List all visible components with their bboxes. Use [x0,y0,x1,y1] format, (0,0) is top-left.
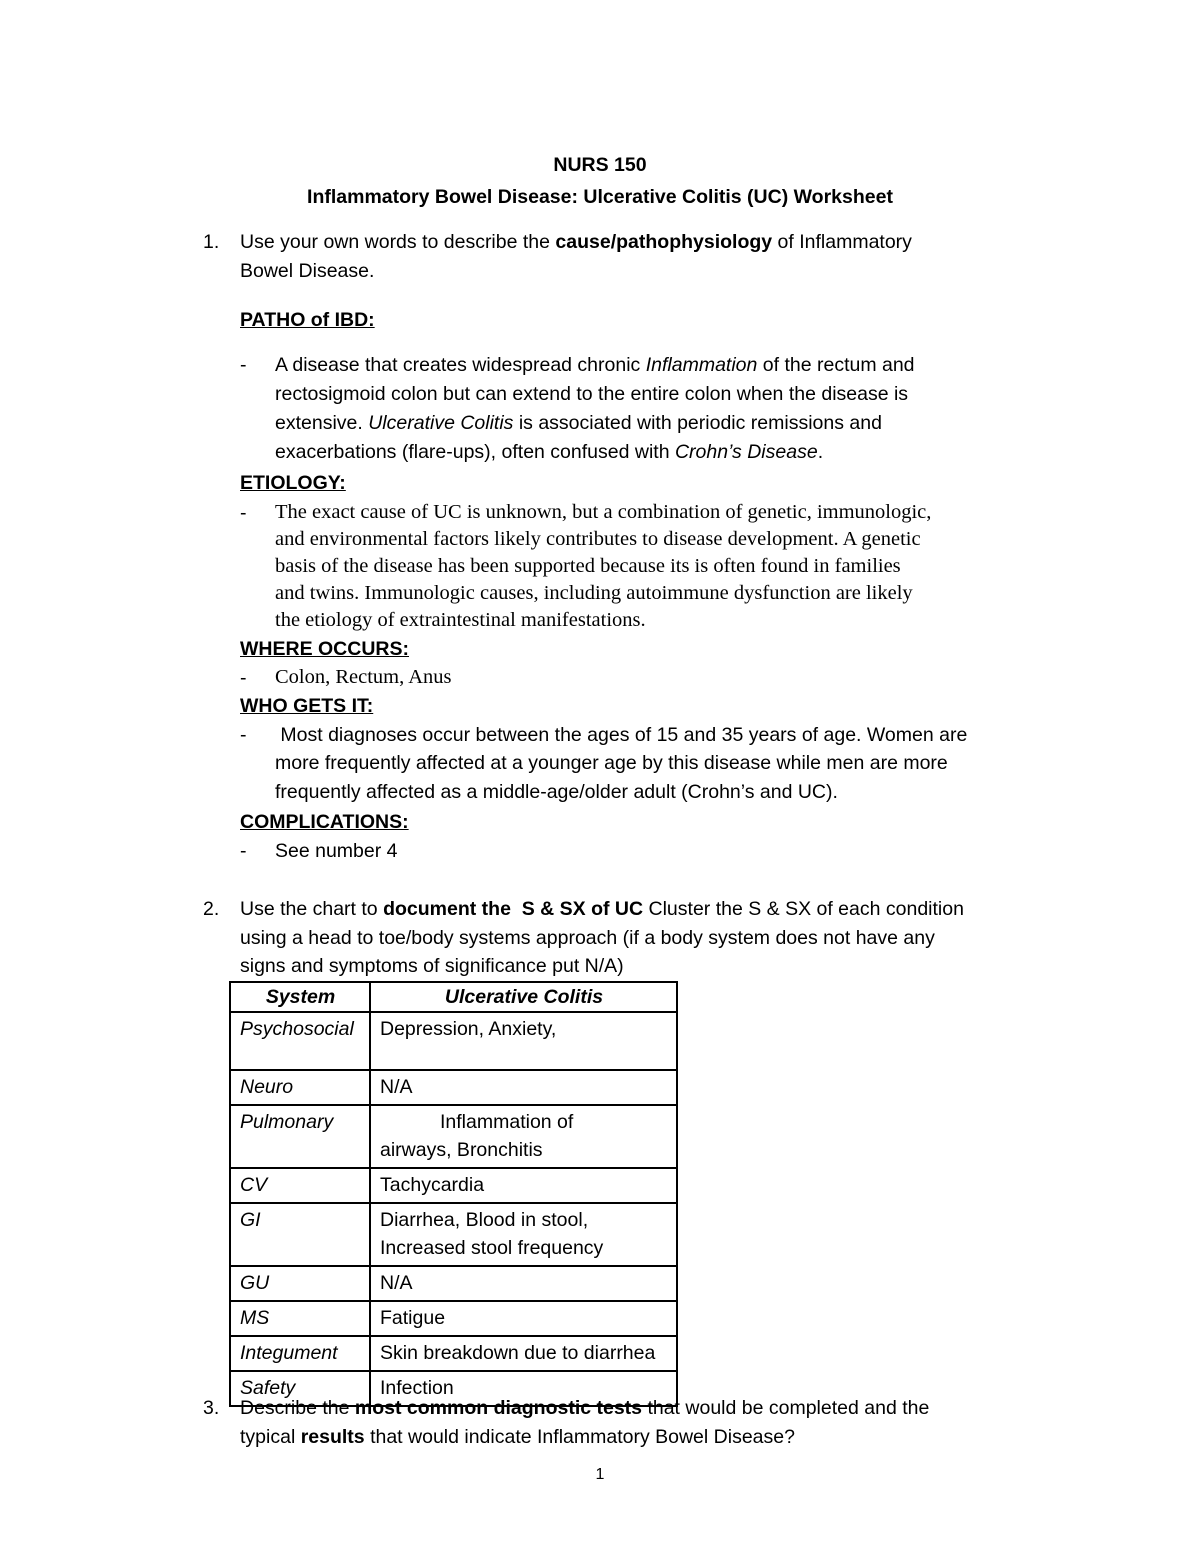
q2-line-2: using a head to toe/body systems approach (if a body system does not have any [240,927,935,949]
symptom-cell: N/A [370,1070,677,1105]
complications-text: See number 4 [275,840,398,862]
who-line-1: Most diagnoses occur between the ages of 15 and 35 years of age. Women are [275,724,968,746]
etiology-line-4: and twins. Immunologic causes, including autoimmune dysfunction are likely [275,582,913,604]
table-row [230,1168,677,1203]
who-line-2: more frequently affected at a younger age by this disease while men are more [275,752,948,774]
symptom-cell: Depression, Anxiety, [370,1012,677,1070]
patho-heading: PATHO of IBD: [240,309,375,331]
q1-line-2: Bowel Disease. [240,260,375,282]
q2-line-1: Use the chart to document the S & SX of UC Cluster the S & SX of each condition [240,898,964,920]
system-cell: GI [230,1203,370,1266]
who-line-3: frequently affected as a middle-age/older adult (Crohn’s and UC). [275,781,838,803]
etiology-line-2: and environmental factors likely contributes to disease development. A genetic [275,528,921,550]
table-row [230,1301,677,1336]
symptom-cell: Fatigue [370,1301,677,1336]
course-code: NURS 150 [553,154,647,176]
page-number: 1 [595,1466,605,1483]
table-row [230,1266,677,1301]
complications-bullet: - [240,840,247,862]
etiology-heading: ETIOLOGY: [240,472,346,494]
patho-line-4: exacerbations (flare-ups), often confused with Crohn’s Disease. [275,441,824,463]
patho-bullet: - [240,354,247,376]
table-row [230,1012,677,1070]
symptom-cell: Inflammation of airways, Bronchitis [370,1105,677,1168]
etiology-bullet: - [240,502,247,524]
table-row [230,1070,677,1105]
etiology-line-5: the etiology of extraintestinal manifestations. [275,609,646,631]
etiology-line-3: basis of the disease has been supported because its is often found in families [275,555,901,577]
table-header-row [230,982,677,1012]
system-cell: Safety [230,1371,370,1406]
system-cell: Psychosocial [230,1012,370,1070]
who-bullet: - [240,724,247,746]
patho-line-2: rectosigmoid colon but can extend to the entire colon when the disease is [275,383,909,405]
symptom-cell: N/A [370,1266,677,1301]
worksheet-title: Inflammatory Bowel Disease: Ulcerative Colitis (UC) Worksheet [307,186,893,208]
system-cell: MS [230,1301,370,1336]
q3-line-1: Describe the most common diagnostic tests that would be completed and the [240,1397,930,1419]
column-header-ulcerative-colitis: Ulcerative Colitis [370,982,677,1012]
system-cell: CV [230,1168,370,1203]
patho-line-1: A disease that creates widespread chronic Inflammation of the rectum and [275,354,915,376]
who-heading: WHO GETS IT: [240,695,374,717]
symptoms-table [229,981,678,1407]
where-heading: WHERE OCCURS: [240,638,409,660]
patho-line-3: extensive. Ulcerative Colitis is associated with periodic remissions and [275,412,882,434]
symptom-cell: Diarrhea, Blood in stool, Increased stool frequency [370,1203,677,1266]
q2-number: 2. [203,898,220,920]
system-cell: Pulmonary [230,1105,370,1168]
table-row [230,1105,677,1168]
symptom-cell: Tachycardia [370,1168,677,1203]
system-cell: GU [230,1266,370,1301]
table-row [230,1336,677,1371]
where-bullet: - [240,667,247,689]
where-text: Colon, Rectum, Anus [275,666,452,688]
etiology-line-1: The exact cause of UC is unknown, but a combination of genetic, immunologic, [275,501,932,523]
q3-line-2: typical results that would indicate Inflammatory Bowel Disease? [240,1426,795,1448]
system-cell: Neuro [230,1070,370,1105]
q3-number: 3. [203,1397,220,1419]
complications-heading: COMPLICATIONS: [240,811,409,833]
q1-line-1: Use your own words to describe the cause/pathophysiology of Inflammatory [240,231,912,253]
symptom-cell: Skin breakdown due to diarrhea [370,1336,677,1371]
table-row [230,1203,677,1266]
q1-number: 1. [203,231,220,253]
system-cell: Integument [230,1336,370,1371]
column-header-system: System [230,982,370,1012]
symptom-cell: Infection [370,1371,677,1406]
q2-line-3: signs and symptoms of significance put N/A) [240,955,624,977]
